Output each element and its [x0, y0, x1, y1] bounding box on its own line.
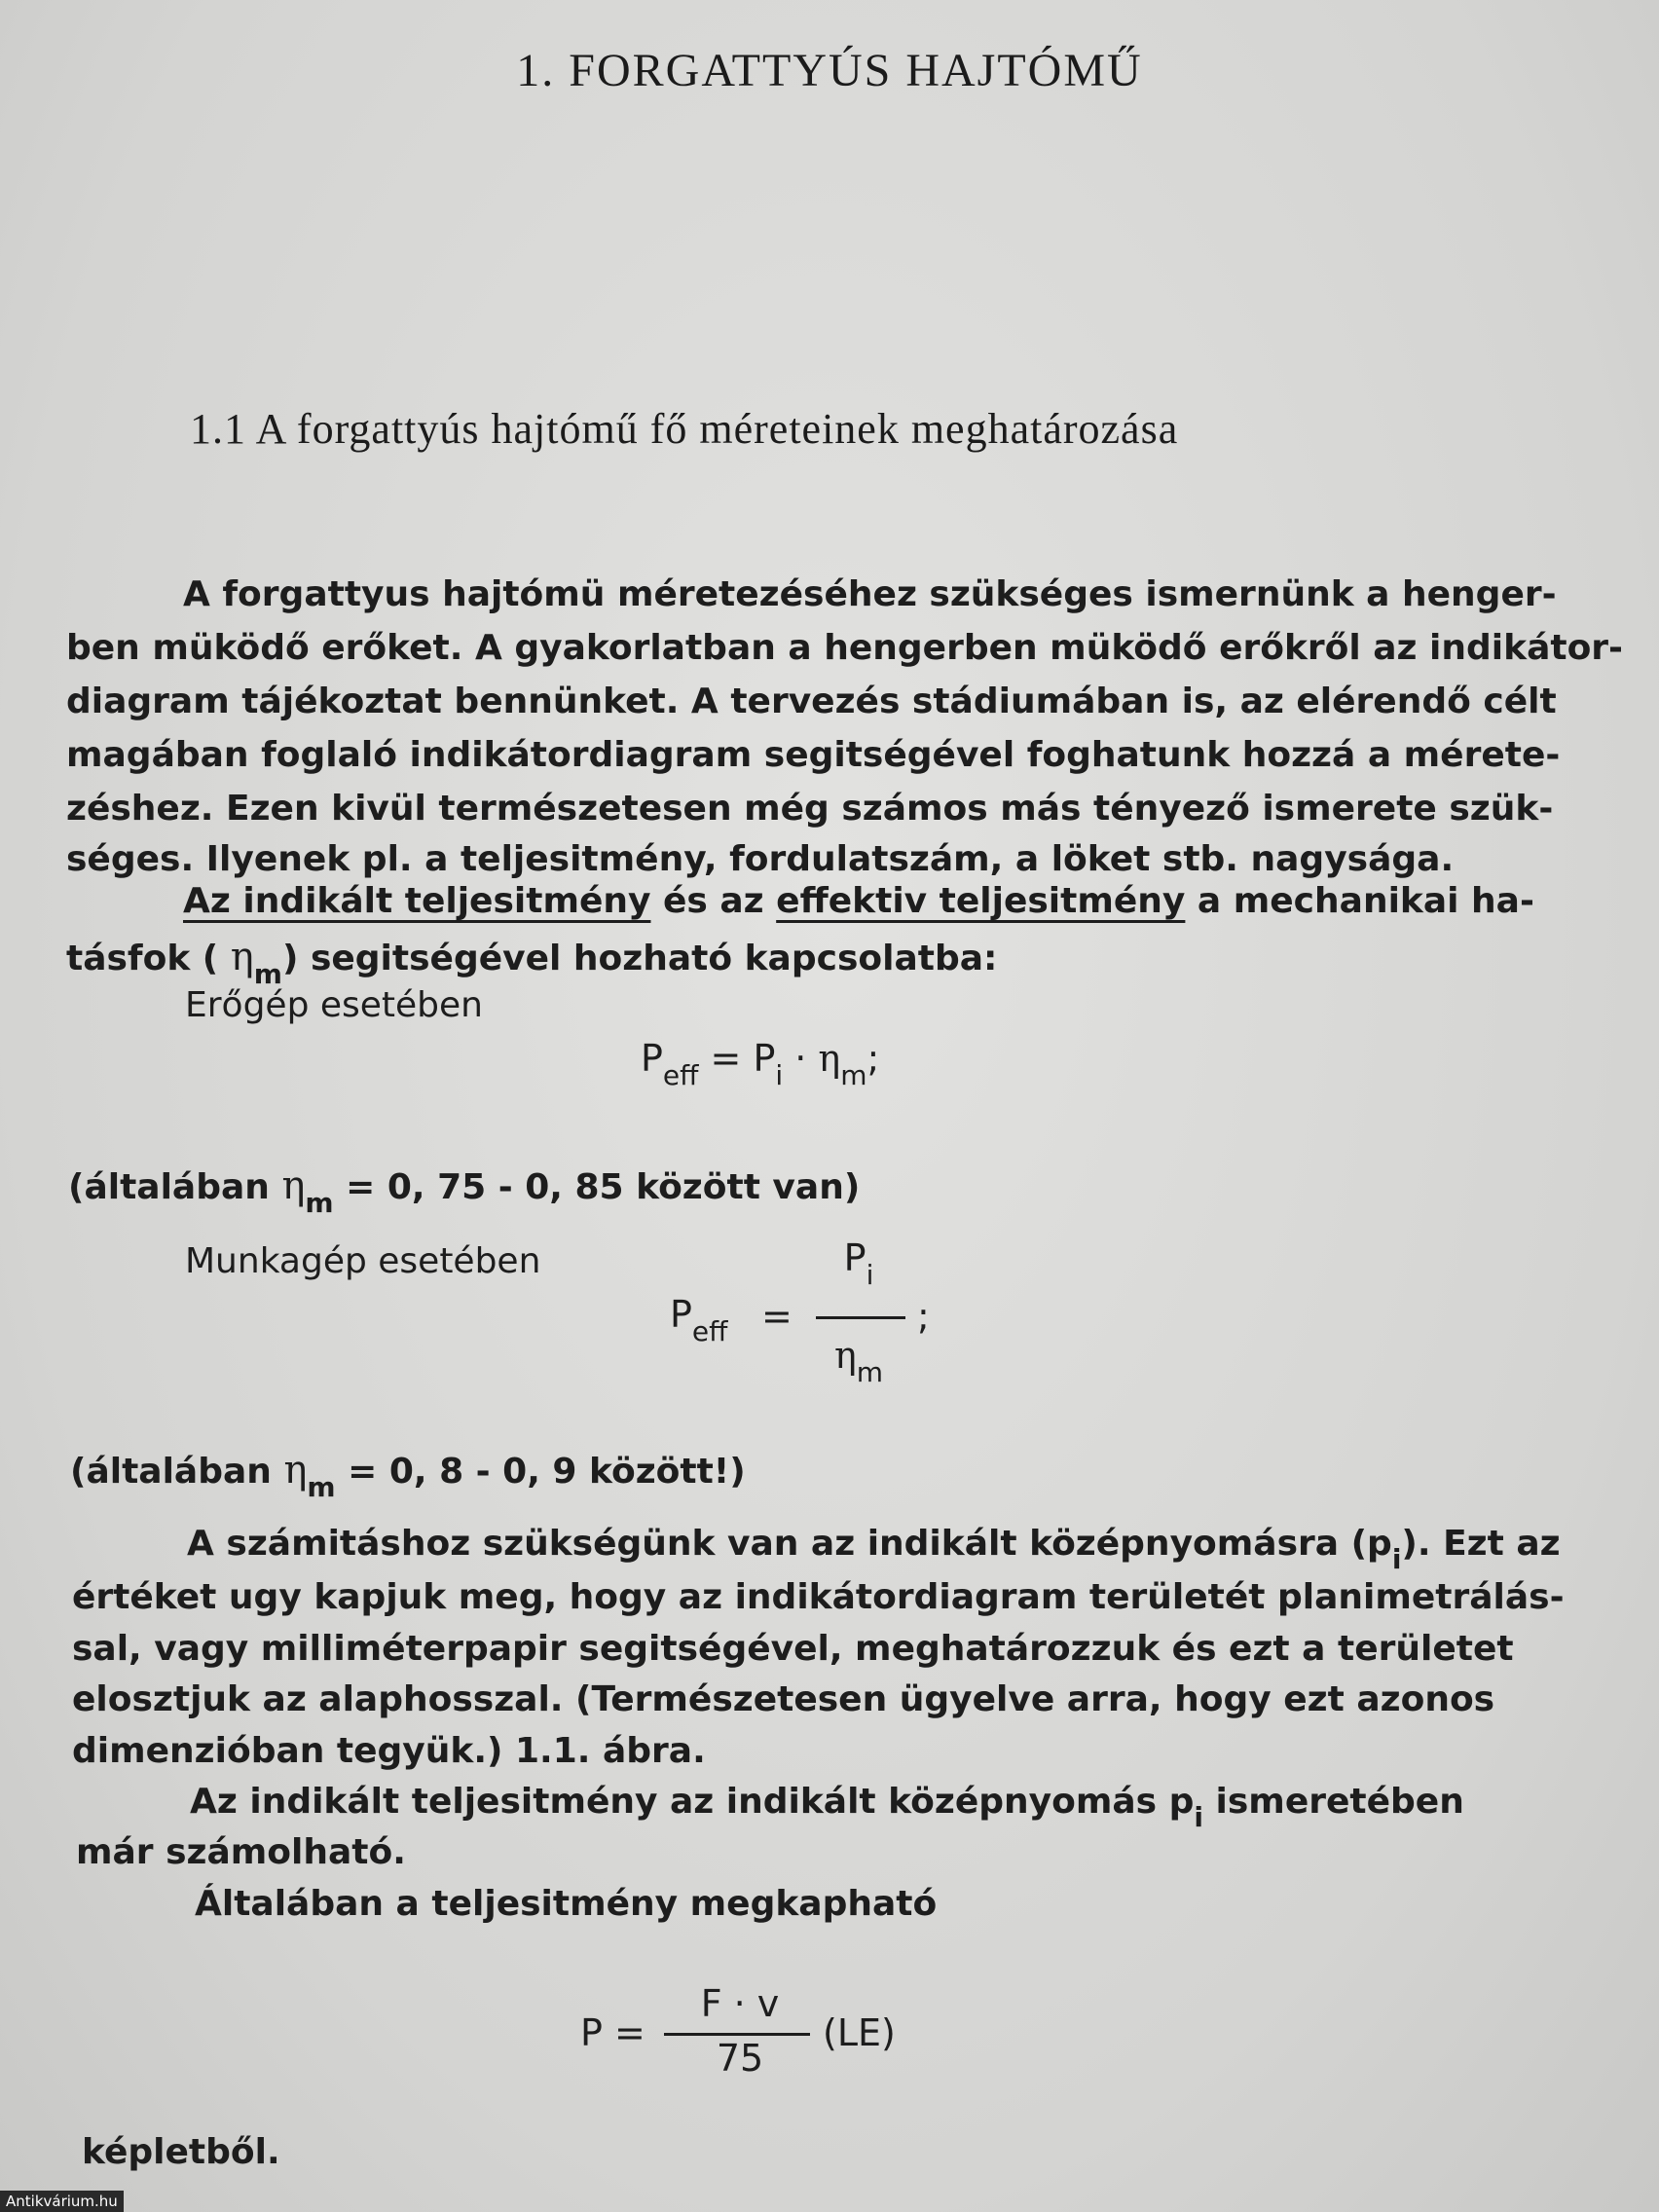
munkagep-label: Munkagép esetében: [185, 1241, 541, 1281]
paragraph5: Általában a teljesitmény megkapható: [195, 1884, 938, 1924]
paragraph3-line4: elosztjuk az alaphosszal. (Természetesen ügyelve arra, hogy ezt azonos: [72, 1679, 1495, 1719]
erogep-label: Erőgép esetében: [185, 985, 483, 1025]
paragraph3-line2: értéket ugy kapjuk meg, hogy az indikátordiagram területét planimetrálás-: [72, 1577, 1565, 1617]
eta-symbol: η: [230, 935, 254, 979]
formula3-P: P =: [580, 2011, 645, 2054]
formula1-P: P: [641, 1037, 663, 1080]
formula3-denominator: 75: [716, 2037, 764, 2080]
formula-power-machine-left: [670, 1293, 728, 1347]
paragraph4-line1-post: ismeretében: [1203, 1782, 1464, 1822]
formula2-P: P: [670, 1293, 692, 1336]
paragraph4-line2: már számolható.: [76, 1832, 406, 1872]
formula2-end: ;: [917, 1295, 930, 1338]
paragraph3-line1-pre: A számitáshoz szükségünk van az indikált középnyomásra (p: [187, 1524, 1392, 1564]
formula1-i: i: [775, 1059, 784, 1091]
formula3-fraction-bar: [664, 2033, 810, 2036]
formula3-numerator: F · v: [700, 1982, 780, 2025]
note2-eta: η: [283, 1448, 308, 1493]
note1-post: = 0, 75 - 0, 85 között van): [333, 1167, 861, 1207]
formula2-den-eta: η: [833, 1334, 857, 1377]
note2-post: = 0, 8 - 0, 9 között!): [335, 1452, 746, 1492]
formula1-m: m: [840, 1059, 867, 1091]
formula2-fraction-bar: [816, 1316, 905, 1319]
note1: [68, 1163, 861, 1219]
paragraph3-line1-i: i: [1391, 1543, 1402, 1575]
formula2-den-m: m: [856, 1356, 884, 1388]
note1-m: m: [305, 1187, 334, 1219]
formula-power-motor: [641, 1037, 880, 1091]
paragraph2-line1: [183, 881, 1534, 921]
formula1-eff: eff: [662, 1059, 699, 1091]
paragraph3-line1: [187, 1524, 1561, 1575]
formula1-dot: ·: [783, 1037, 819, 1080]
note2-pre: (általában: [70, 1452, 284, 1492]
paragraph4-line1: [190, 1782, 1464, 1833]
note2-m: m: [307, 1471, 336, 1503]
paragraph2-end: a mechanikai ha-: [1185, 881, 1534, 921]
formula2-numerator: [810, 1236, 907, 1291]
note2: [70, 1448, 746, 1503]
formula1-end: ;: [866, 1037, 880, 1080]
formula2-num-i: i: [866, 1259, 874, 1291]
paragraph1-line4: magában foglaló indikátordiagram segitségével foghatunk hozzá a mérete-: [66, 735, 1561, 775]
formula3-unit: (LE): [823, 2011, 896, 2054]
chapter-title: 1. FORGATTYÚS HAJTÓMŰ: [516, 45, 1143, 96]
formula1-Pi: P: [753, 1037, 776, 1080]
paragraph3-line3: sal, vagy milliméterpapir segitségével, meghatározzuk és ezt a területet: [72, 1629, 1514, 1669]
paragraph1-line1: A forgattyus hajtómü méretezéséhez szükséges ismernünk a henger-: [183, 574, 1557, 614]
formula2-denominator: [810, 1334, 907, 1388]
paragraph3-line5: dimenzióban tegyük.) 1.1. ábra.: [72, 1731, 706, 1771]
note1-eta: η: [281, 1163, 306, 1208]
underlined-effective-power: effektiv teljesitmény: [776, 881, 1186, 921]
note1-pre: (általában: [68, 1167, 282, 1207]
paragraph4-line1-i: i: [1194, 1801, 1203, 1833]
paragraph1-line3: diagram tájékoztat bennünket. A tervezés stádiumában is, az elérendő célt: [66, 682, 1557, 721]
underlined-indicated-power: Az indikált teljesitmény: [183, 881, 651, 921]
paragraph1-line5: zéshez. Ezen kivül természetesen még számos más tényező ismerete szük-: [66, 789, 1554, 829]
paragraph2-line2-post: ) segitségével hozható kapcsolatba:: [281, 939, 998, 978]
formula1-eta: η: [818, 1037, 841, 1080]
formula1-eq: =: [698, 1037, 754, 1080]
watermark: Antikvárium.hu: [0, 2191, 124, 2212]
paragraph1-line6: séges. Ilyenek pl. a teljesitmény, fordulatszám, a löket stb. nagysága.: [66, 839, 1455, 879]
formula2-eq: =: [761, 1295, 793, 1338]
paragraph4-line1-pre: Az indikált teljesitmény az indikált középnyomás p: [190, 1782, 1195, 1822]
paragraph2-line2-pre: tásfok (: [66, 939, 231, 978]
formula2-eff: eff: [691, 1315, 728, 1347]
eta-subscript: m: [253, 958, 282, 990]
paragraph2-line2: [66, 935, 998, 990]
closing-text: képletből.: [82, 2132, 280, 2172]
paragraph1-line2: ben müködő erőket. A gyakorlatban a hengerben müködő erőkről az indikátor-: [66, 628, 1623, 668]
section-title: 1.1 A forgattyús hajtómű fő méreteinek meghatározása: [190, 405, 1179, 453]
paragraph3-line1-post: ). Ezt az: [1401, 1524, 1561, 1564]
paragraph2-mid: és az: [650, 881, 777, 921]
formula2-num-P: P: [843, 1236, 866, 1279]
